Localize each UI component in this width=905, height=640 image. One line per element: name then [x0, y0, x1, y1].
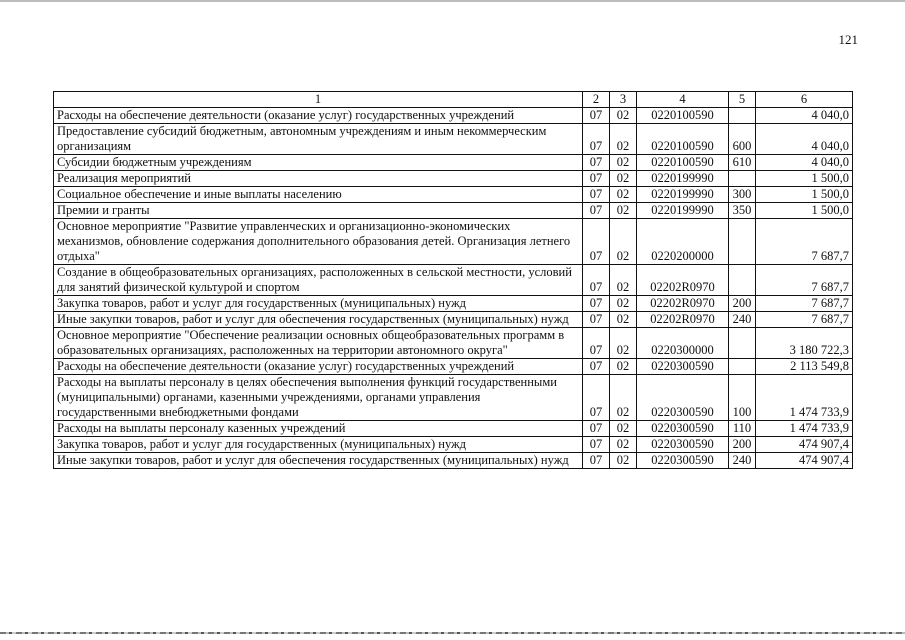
row-expense-type: 600 — [729, 124, 756, 155]
row-expense-type: 610 — [729, 155, 756, 171]
row-expense-type: 240 — [729, 453, 756, 469]
row-expense-type — [729, 265, 756, 296]
row-subsection: 02 — [610, 124, 637, 155]
table-row — [54, 375, 853, 421]
row-subsection: 02 — [610, 203, 637, 219]
row-section: 07 — [583, 203, 610, 219]
row-subsection: 02 — [610, 453, 637, 469]
row-subsection: 02 — [610, 108, 637, 124]
row-subsection: 02 — [610, 171, 637, 187]
header-col-5: 5 — [729, 92, 756, 108]
header-col-1: 1 — [54, 92, 583, 108]
row-section: 07 — [583, 453, 610, 469]
row-section: 07 — [583, 328, 610, 359]
row-target-code: 0220100590 — [637, 124, 729, 155]
row-section: 07 — [583, 108, 610, 124]
table-row — [54, 328, 853, 359]
table-row — [54, 203, 853, 219]
row-expense-type — [729, 171, 756, 187]
row-expense-type: 300 — [729, 187, 756, 203]
row-section: 07 — [583, 171, 610, 187]
row-name: Основное мероприятие "Обеспечение реализации основных общеобразовательных программ в образовательных организациях, расположенных на территории автономного округа" — [54, 328, 583, 359]
row-target-code: 0220199990 — [637, 187, 729, 203]
row-amount: 1 474 733,9 — [756, 375, 853, 421]
row-subsection: 02 — [610, 312, 637, 328]
row-target-code: 0220300590 — [637, 375, 729, 421]
row-amount: 1 500,0 — [756, 187, 853, 203]
row-name: Субсидии бюджетным учреждениям — [54, 155, 583, 171]
row-target-code: 02202R0970 — [637, 265, 729, 296]
row-subsection: 02 — [610, 155, 637, 171]
row-name: Расходы на выплаты персоналу казенных учреждений — [54, 421, 583, 437]
row-name: Расходы на обеспечение деятельности (оказание услуг) государственных учреждений — [54, 359, 583, 375]
page-number: 121 — [838, 32, 858, 47]
table-row — [54, 437, 853, 453]
row-expense-type — [729, 108, 756, 124]
header-col-6: 6 — [756, 92, 853, 108]
row-expense-type — [729, 328, 756, 359]
row-name: Закупка товаров, работ и услуг для государственных (муниципальных) нужд — [54, 296, 583, 312]
top-scan-edge — [0, 0, 905, 2]
row-section: 07 — [583, 296, 610, 312]
row-subsection: 02 — [610, 375, 637, 421]
row-section: 07 — [583, 219, 610, 265]
header-col-4: 4 — [637, 92, 729, 108]
row-section: 07 — [583, 265, 610, 296]
row-section: 07 — [583, 421, 610, 437]
row-amount: 1 474 733,9 — [756, 421, 853, 437]
row-expense-type: 240 — [729, 312, 756, 328]
table-row — [54, 359, 853, 375]
table-row — [54, 171, 853, 187]
row-name: Расходы на выплаты персоналу в целях обеспечения выполнения функций государственными (муниципальными) органами, казенными учреждениями, органами управления государственными внебюджетными фондами — [54, 375, 583, 421]
row-target-code: 02202R0970 — [637, 312, 729, 328]
row-expense-type — [729, 219, 756, 265]
table-row — [54, 312, 853, 328]
row-amount: 7 687,7 — [756, 312, 853, 328]
row-amount: 4 040,0 — [756, 124, 853, 155]
table-row — [54, 453, 853, 469]
row-section: 07 — [583, 375, 610, 421]
row-subsection: 02 — [610, 219, 637, 265]
row-section: 07 — [583, 187, 610, 203]
row-name: Основное мероприятие "Развитие управленческих и организационно-экономических механизмов, обновление содержания дополнительного образования детей. Организация летнего отдыха" — [54, 219, 583, 265]
bottom-scan-edge — [0, 632, 905, 634]
table-header-row — [54, 92, 853, 108]
row-subsection: 02 — [610, 265, 637, 296]
row-amount: 3 180 722,3 — [756, 328, 853, 359]
row-target-code: 02202R0970 — [637, 296, 729, 312]
table-row — [54, 108, 853, 124]
table-row — [54, 296, 853, 312]
row-subsection: 02 — [610, 187, 637, 203]
header-col-3: 3 — [610, 92, 637, 108]
row-amount: 7 687,7 — [756, 296, 853, 312]
row-name: Социальное обеспечение и иные выплаты населению — [54, 187, 583, 203]
row-subsection: 02 — [610, 437, 637, 453]
row-amount: 4 040,0 — [756, 155, 853, 171]
row-name: Предоставление субсидий бюджетным, автономным учреждениям и иным некоммерческим организациям — [54, 124, 583, 155]
row-name: Закупка товаров, работ и услуг для государственных (муниципальных) нужд — [54, 437, 583, 453]
row-expense-type: 200 — [729, 437, 756, 453]
row-expense-type: 110 — [729, 421, 756, 437]
row-section: 07 — [583, 312, 610, 328]
row-target-code: 0220100590 — [637, 155, 729, 171]
row-subsection: 02 — [610, 328, 637, 359]
row-amount: 7 687,7 — [756, 265, 853, 296]
budget-table — [53, 91, 853, 469]
table-row — [54, 124, 853, 155]
row-amount: 1 500,0 — [756, 171, 853, 187]
row-target-code: 0220300590 — [637, 421, 729, 437]
row-target-code: 0220300590 — [637, 437, 729, 453]
table-row — [54, 155, 853, 171]
row-section: 07 — [583, 155, 610, 171]
row-subsection: 02 — [610, 359, 637, 375]
row-section: 07 — [583, 437, 610, 453]
row-amount: 7 687,7 — [756, 219, 853, 265]
table-row — [54, 421, 853, 437]
row-subsection: 02 — [610, 296, 637, 312]
row-target-code: 0220199990 — [637, 203, 729, 219]
row-expense-type: 100 — [729, 375, 756, 421]
row-subsection: 02 — [610, 421, 637, 437]
row-target-code: 0220300590 — [637, 359, 729, 375]
row-name: Иные закупки товаров, работ и услуг для обеспечения государственных (муниципальных) нужд — [54, 312, 583, 328]
row-target-code: 0220199990 — [637, 171, 729, 187]
row-name: Премии и гранты — [54, 203, 583, 219]
row-section: 07 — [583, 359, 610, 375]
row-amount: 2 113 549,8 — [756, 359, 853, 375]
row-amount: 4 040,0 — [756, 108, 853, 124]
row-name: Иные закупки товаров, работ и услуг для обеспечения государственных (муниципальных) нужд — [54, 453, 583, 469]
table-row — [54, 219, 853, 265]
row-amount: 474 907,4 — [756, 453, 853, 469]
row-target-code: 0220100590 — [637, 108, 729, 124]
row-section: 07 — [583, 124, 610, 155]
row-expense-type: 350 — [729, 203, 756, 219]
table-row — [54, 265, 853, 296]
row-target-code: 0220300000 — [637, 328, 729, 359]
row-amount: 474 907,4 — [756, 437, 853, 453]
header-col-2: 2 — [583, 92, 610, 108]
row-name: Реализация мероприятий — [54, 171, 583, 187]
row-target-code: 0220300590 — [637, 453, 729, 469]
table-row — [54, 187, 853, 203]
row-name: Расходы на обеспечение деятельности (оказание услуг) государственных учреждений — [54, 108, 583, 124]
row-target-code: 0220200000 — [637, 219, 729, 265]
row-expense-type: 200 — [729, 296, 756, 312]
row-amount: 1 500,0 — [756, 203, 853, 219]
row-name: Создание в общеобразовательных организациях, расположенных в сельской местности, условий для занятий физической культурой и спортом — [54, 265, 583, 296]
row-expense-type — [729, 359, 756, 375]
